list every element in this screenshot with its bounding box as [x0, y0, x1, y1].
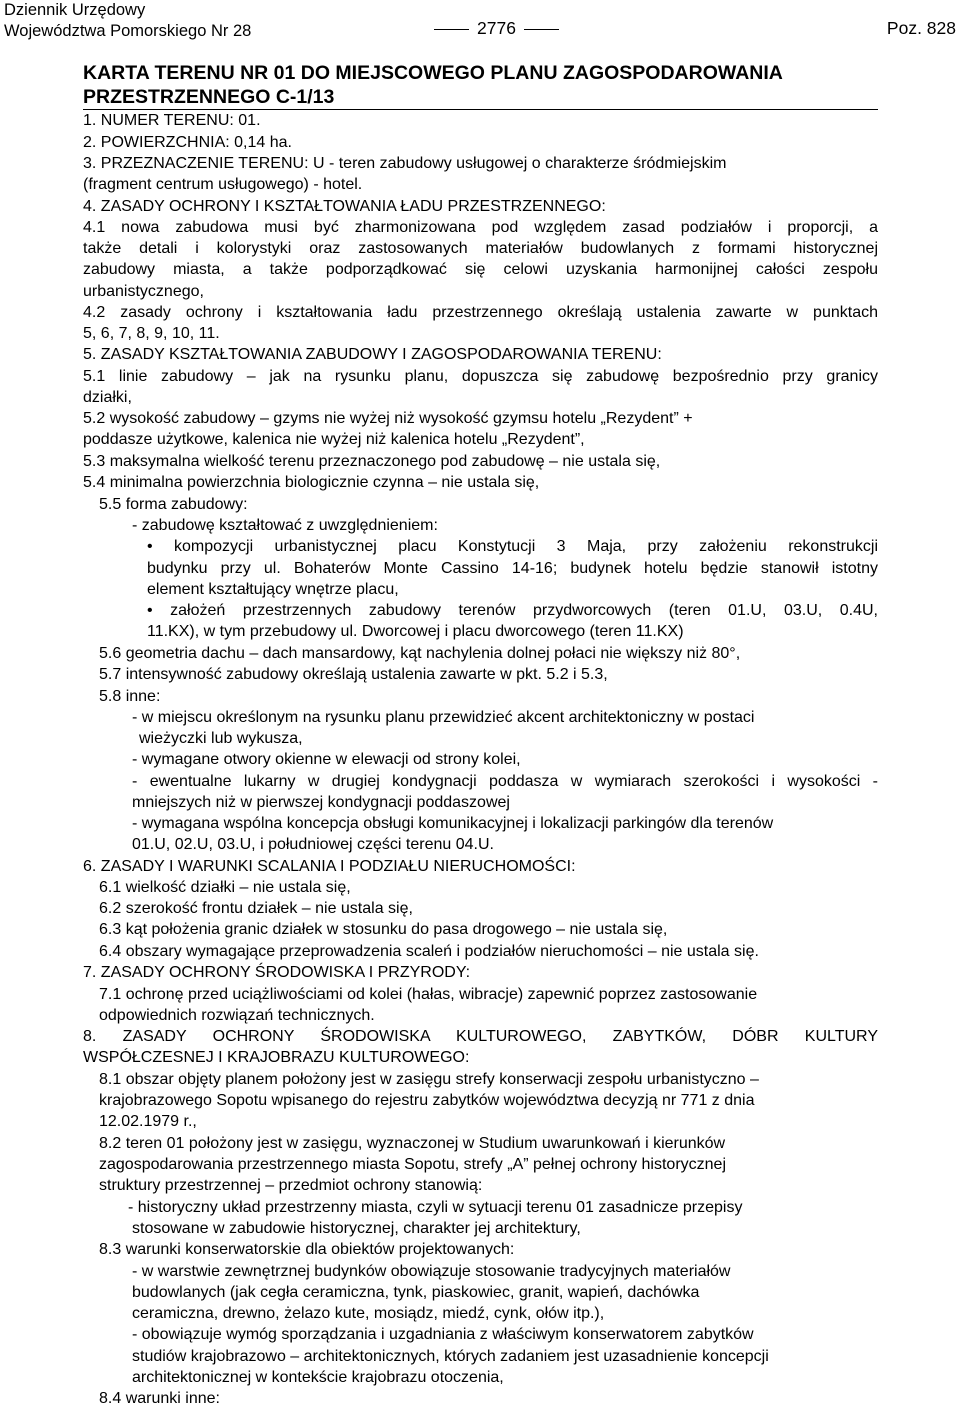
- text-line: budowlanych (jak cegła ceramiczna, tynk, piaskowiec, granit, wapień, dachówka: [132, 1284, 700, 1301]
- page-number: 2776: [477, 18, 516, 38]
- dash-right: [524, 29, 559, 30]
- text-line: - ewentualne lukarny w drugiej kondygnacji poddasza w wymiarach szerokości i wysokości -: [132, 773, 878, 790]
- text-line: także detali i kolorystyki oraz zastosowanych materiałów budowlanych z formami historycznej: [83, 240, 878, 257]
- text-line: 5.5 forma zabudowy:: [99, 496, 248, 513]
- text-line: działki,: [83, 389, 132, 406]
- text-line: 6.1 wielkość działki – nie ustala się,: [99, 879, 351, 896]
- text-line: zabudowy miasta, a także podporządkować się celowi uzyskania harmonijnej całości zespołu: [83, 261, 878, 278]
- journal-line-1: Dziennik Urzędowy: [4, 1, 146, 19]
- text-line: 6.4 obszary wymagające przeprowadzenia scaleń i podziałów nieruchomości – nie ustala się.: [99, 943, 759, 960]
- text-line: architektonicznej w kontekście krajobrazu otoczenia,: [132, 1369, 504, 1386]
- text-line: 4. ZASADY OCHRONY I KSZTAŁTOWANIA ŁADU PRZESTRZENNEGO:: [83, 198, 606, 215]
- text-line: 2. POWIERZCHNIA: 0,14 ha.: [83, 134, 292, 151]
- text-line: 1. NUMER TERENU: 01.: [83, 112, 261, 129]
- text-line: studiów krajobrazowo – architektonicznych, których zadaniem jest uzasadnienie koncepcji: [132, 1348, 769, 1365]
- page-header: [0, 0, 960, 50]
- text-line: 4.2 zasady ochrony i kształtowania ładu przestrzennego określają ustalenia zawarte w punktach: [83, 304, 878, 321]
- text-line: stosowane w zabudowie historycznej, charakter jej architektury,: [132, 1220, 581, 1237]
- title-line-2: PRZESTRZENNEGO C-1/13: [83, 86, 335, 108]
- text-line: - wymagane otwory okienne w elewacji od strony kolei,: [132, 751, 521, 768]
- text-line: 5.8 inne:: [99, 688, 161, 705]
- text-line: • kompozycji urbanistycznej placu Konstytucji 3 Maja, przy założeniu rekonstrukcji: [147, 538, 878, 555]
- text-line: 8.4 warunki inne:: [99, 1390, 220, 1407]
- text-line: zagospodarowania przestrzennego miasta Sopotu, strefy „A” pełnej ochrony historycznej: [99, 1156, 726, 1173]
- text-line: (fragment centrum usługowego) - hotel.: [83, 176, 363, 193]
- text-line: 5.2 wysokość zabudowy – gzyms nie wyżej niż wysokość gzymsu hotelu „Rezydent” +: [83, 410, 693, 427]
- text-line: 5. ZASADY KSZTAŁTOWANIA ZABUDOWY I ZAGOSPODAROWANIA TERENU:: [83, 346, 662, 363]
- text-line: 6.3 kąt położenia granic działek w stosunku do pasa drogowego – nie ustala się,: [99, 921, 668, 938]
- text-line: 5, 6, 7, 8, 9, 10, 11.: [83, 325, 220, 342]
- text-line: 5.3 maksymalna wielkość terenu przeznaczonego pod zabudowę – nie ustala się,: [83, 453, 661, 470]
- text-line: krajobrazowego Sopotu wpisanego do rejestru zabytków województwa decyzją nr 771 z dnia: [99, 1092, 755, 1109]
- text-line: 5.4 minimalna powierzchnia biologicznie czynna – nie ustala się,: [83, 474, 540, 491]
- text-line: 11.KX), w tym przebudowy ul. Dworcowej i placu dworcowego (teren 11.KX): [147, 623, 684, 640]
- title-line-1: KARTA TERENU NR 01 DO MIEJSCOWEGO PLANU ZAGOSPODAROWANIA: [83, 62, 783, 84]
- position-label: Poz. 828: [886, 18, 956, 38]
- text-line: 6. ZASADY I WARUNKI SCALANIA I PODZIAŁU NIERUCHOMOŚCI:: [83, 858, 576, 875]
- text-line: 01.U, 02.U, 03.U, i południowej części terenu 04.U.: [132, 836, 494, 853]
- text-line: ceramiczna, drewno, żelazo kute, mosiądz, miedź, cynk, ołów itp.),: [132, 1305, 605, 1322]
- journal-name: [4, 0, 251, 42]
- text-line: 3. PRZEZNACZENIE TERENU: U - teren zabudowy usługowej o charakterze śródmiejskim: [83, 155, 727, 172]
- text-line: urbanistycznego,: [83, 283, 204, 300]
- text-line: - w miejscu określonym na rysunku planu przewidzieć akcent architektoniczny w postaci: [132, 709, 755, 726]
- text-line: - wymagana wspólna koncepcja obsługi komunikacyjnej i lokalizacji parkingów dla terenów: [132, 815, 774, 832]
- text-line: 5.6 geometria dachu – dach mansardowy, kąt nachylenia dolnej połaci nie większy niż 80°,: [99, 645, 741, 662]
- text-line: poddasze użytkowe, kalenica nie wyżej niż kalenica hotelu „Rezydent”,: [83, 431, 585, 448]
- text-line: - zabudowę kształtować z uwzględnieniem:: [132, 517, 438, 534]
- text-line: 8.1 obszar objęty planem położony jest w zasięgu strefy konserwacji zespołu urbanistyczno –: [99, 1071, 759, 1088]
- text-line: element kształtujący wnętrze placu,: [147, 581, 399, 598]
- dash-left: [434, 29, 469, 30]
- text-line: 4.1 nowa zabudowa musi być zharmonizowana pod względem zasad podziałów i proporcji, a: [83, 219, 878, 236]
- text-line: wieżyczki lub wykusza,: [139, 730, 303, 747]
- text-line: - historyczny układ przestrzenny miasta, czyli w sytuacji terenu 01 zasadnicze przepisy: [128, 1199, 743, 1216]
- document-title: [83, 61, 903, 109]
- text-line: 12.02.1979 r.,: [99, 1113, 197, 1130]
- page-number-block: [426, 18, 567, 39]
- text-line: 7. ZASADY OCHRONY ŚRODOWISKA I PRZYRODY:: [83, 964, 471, 981]
- text-line: 8.2 teren 01 położony jest w zasięgu, wyznaczonej w Studium uwarunkowań i kierunków: [99, 1135, 726, 1152]
- text-line: 5.7 intensywność zabudowy określają ustalenia zawarte w pkt. 5.2 i 5.3,: [99, 666, 608, 683]
- text-line: - w warstwie zewnętrznej budynków obowiązuje stosowanie tradycyjnych materiałów: [132, 1263, 731, 1280]
- journal-line-2: Województwa Pomorskiego Nr 28: [4, 22, 252, 40]
- text-line: budynku przy ul. Bohaterów Monte Cassino 14-16; budynek hotelu będzie stanowił istotny: [147, 560, 878, 577]
- text-line: WSPÓŁCZESNEJ I KRAJOBRAZU KULTUROWEGO:: [83, 1049, 470, 1066]
- text-line: struktury przestrzennej – przedmiot ochrony stanowią:: [99, 1177, 483, 1194]
- text-line: - obowiązuje wymóg sporządzania i uzgadniania z właściwym konserwatorem zabytków: [132, 1326, 754, 1343]
- text-line: 8. ZASADY OCHRONY ŚRODOWISKA KULTUROWEGO, ZABYTKÓW, DÓBR KULTURY: [83, 1028, 878, 1045]
- text-line: 8.3 warunki konserwatorskie dla obiektów projektowanych:: [99, 1241, 515, 1258]
- text-line: mniejszych niż w pierwszej kondygnacji poddaszowej: [132, 794, 510, 811]
- text-line: 6.2 szerokość frontu działek – nie ustala się,: [99, 900, 413, 917]
- text-line: • założeń przestrzennych zabudowy terenów przydworcowych (teren 01.U, 03.U, 0.4U,: [147, 602, 878, 619]
- text-line: odpowiednich rozwiązań technicznych.: [99, 1007, 375, 1024]
- text-line: 7.1 ochronę przed uciążliwościami od kolei (hałas, wibracje) zapewnić poprzez zastosowanie: [99, 986, 758, 1003]
- text-line: 5.1 linie zabudowy – jak na rysunku planu, dopuszcza się zabudowę bezpośrednio przy granicy: [83, 368, 878, 385]
